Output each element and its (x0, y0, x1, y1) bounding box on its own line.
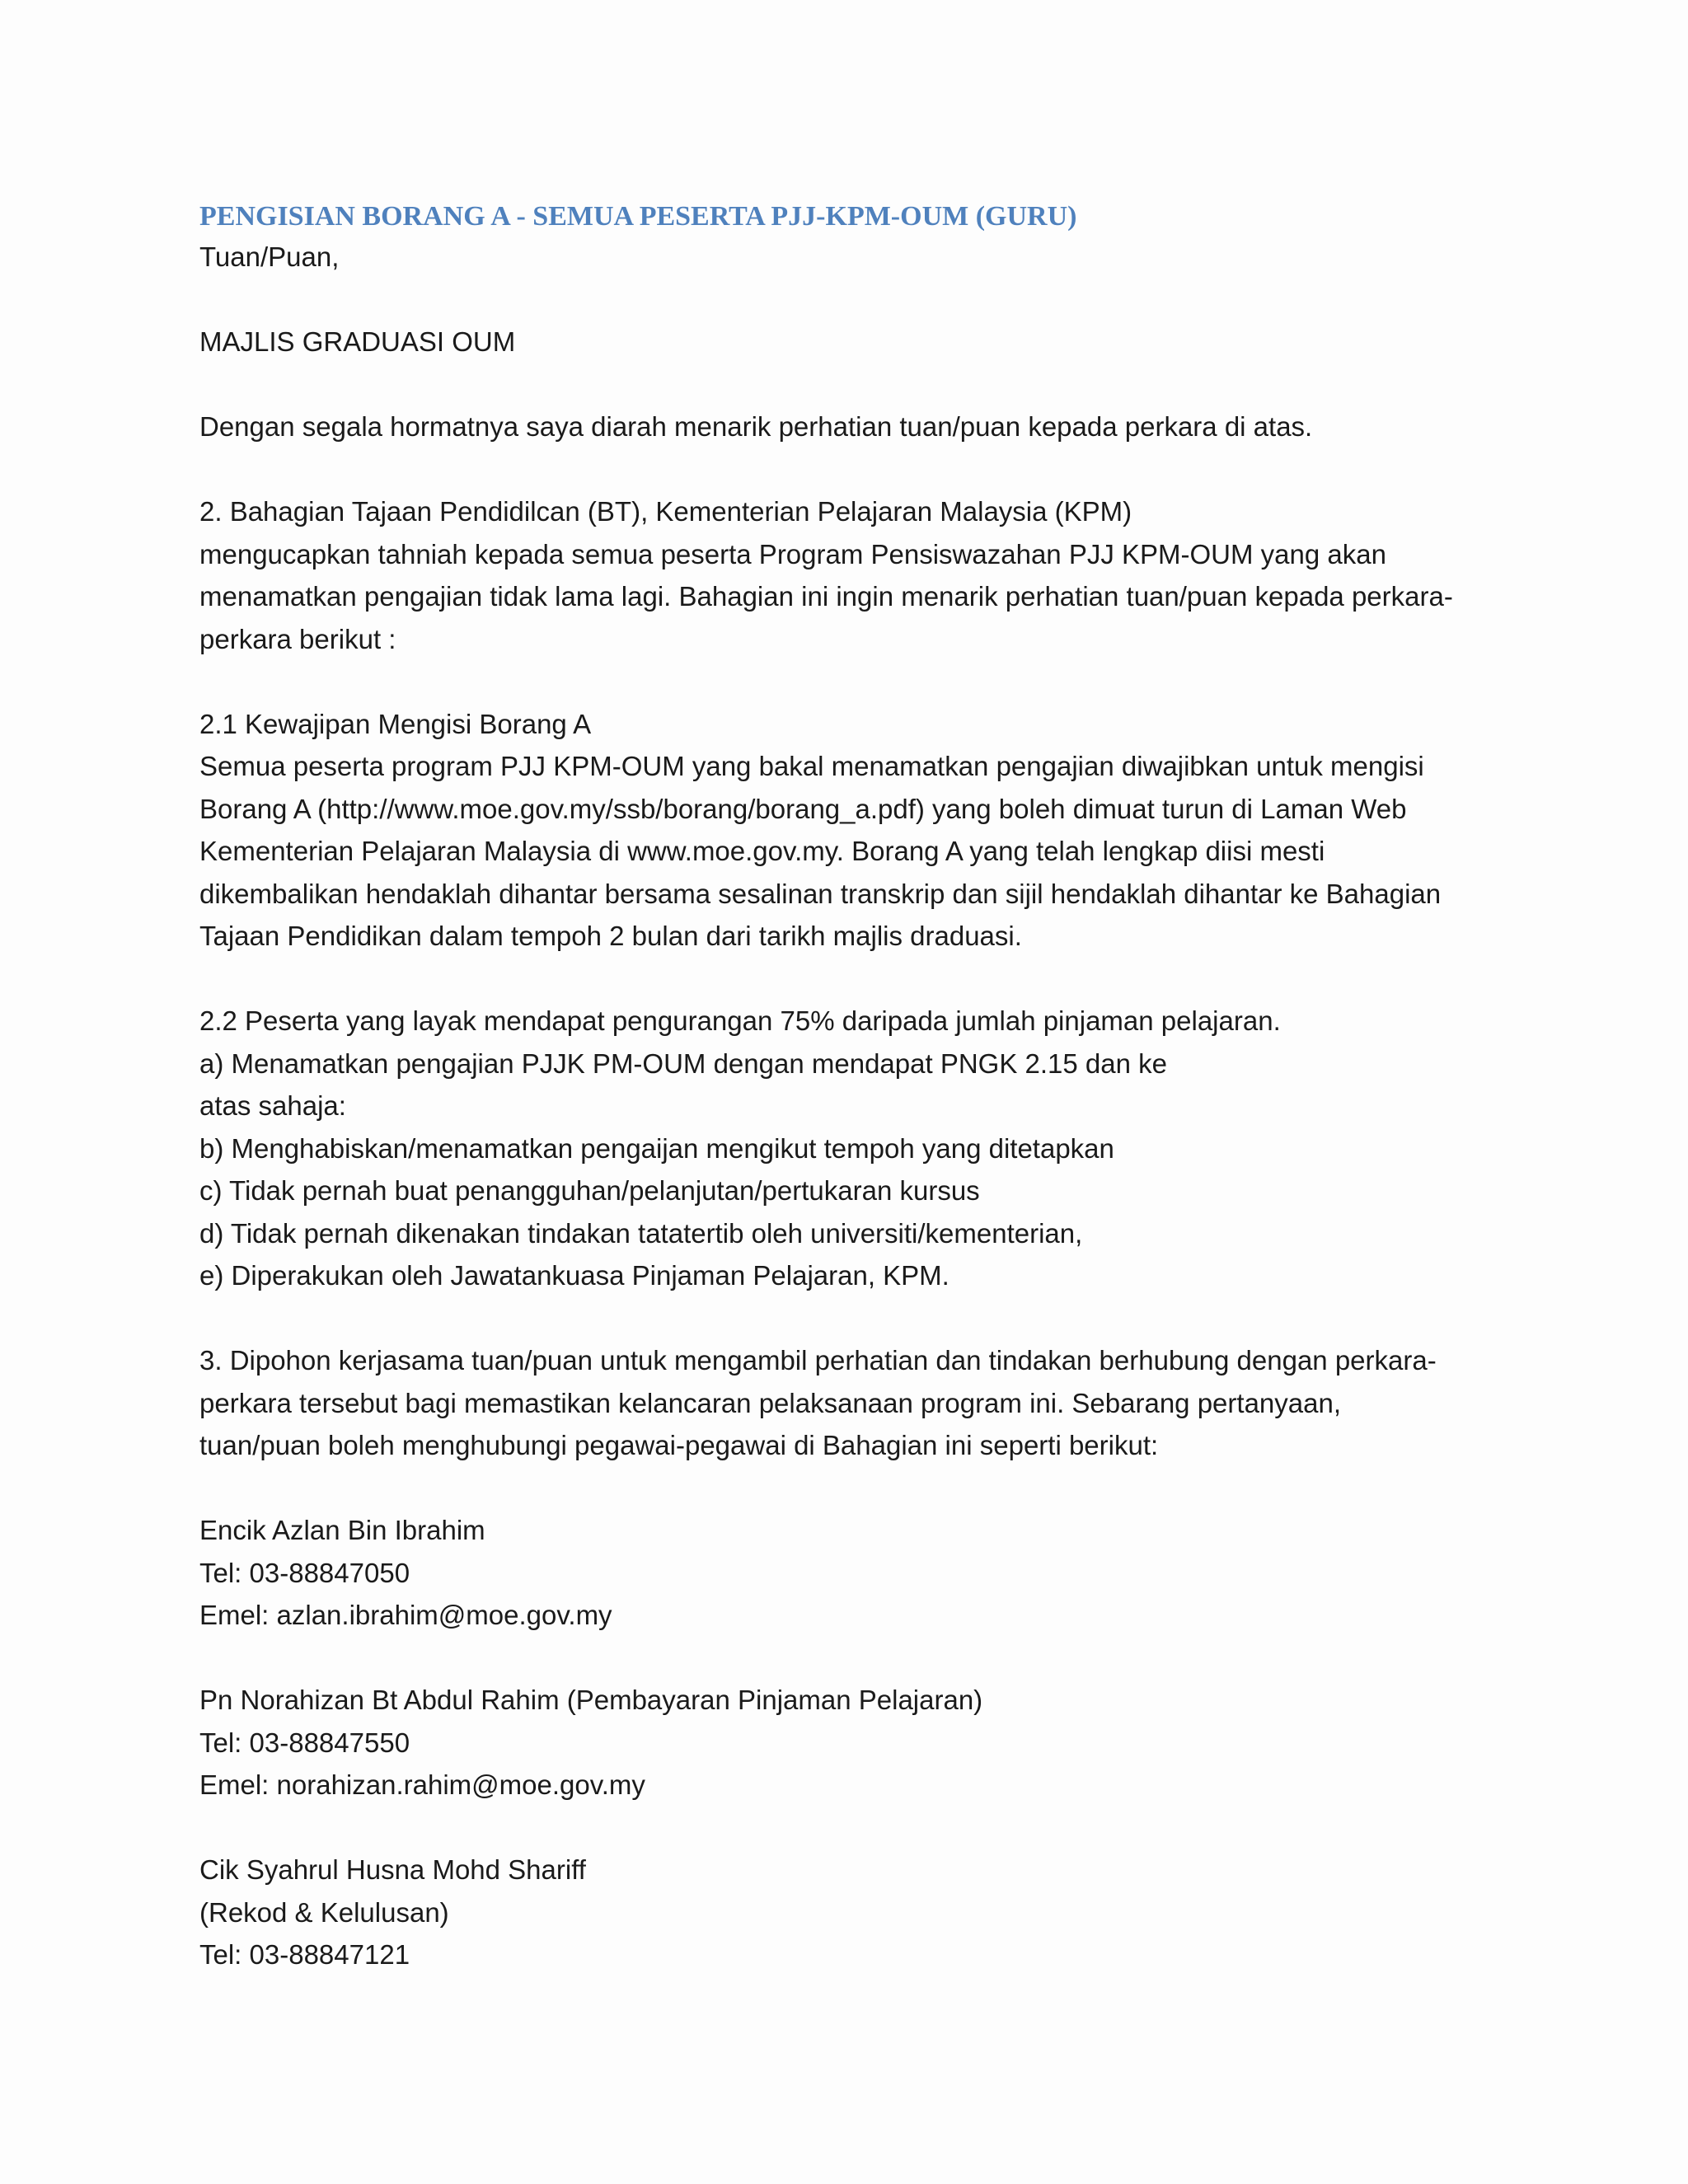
section-2 (199, 490, 1518, 660)
document-heading: PENGISIAN BORANG A - SEMUA PESERTA PJJ-KPM-OUM (GURU) (199, 201, 1077, 232)
contact-tel: Tel: 03-88847121 (199, 1939, 410, 1970)
criteria-item: b) Menghabiskan/menamatkan pengaijan mengikut tempoh yang ditetapkan (199, 1132, 1114, 1164)
section-2-1-line: Tajaan Pendidikan dalam tempoh 2 bulan dari tarikh majlis draduasi. (199, 921, 1022, 951)
contact-email: Emel: azlan.ibrahim@moe.gov.my (199, 1600, 612, 1630)
contact-tel: Tel: 03-88847050 (199, 1557, 410, 1588)
section-3-line: 3. Dipohon kerjasama tuan/puan untuk mengambil perhatian dan tindakan berhubung dengan perkara- (199, 1345, 1437, 1376)
criteria-item: atas sahaja: (199, 1090, 346, 1121)
section-2-line: 2. Bahagian Tajaan Pendidilcan (BT), Kementerian Pelajaran Malaysia (KPM) (199, 496, 1132, 527)
spacer (199, 1297, 1518, 1340)
spacer (199, 279, 1518, 321)
spacer (199, 448, 1518, 491)
section-3-line: tuan/puan boleh menghubungi pegawai-pegawai di Bahagian ini seperti berikut: (199, 1430, 1159, 1460)
section-3-line: perkara tersebut bagi memastikan kelancaran pelaksanaan program ini. Sebarang pertanyaan, (199, 1387, 1342, 1418)
spacer (199, 1807, 1518, 1849)
criteria-item: e) Diperakukan oleh Jawatankuasa Pinjaman Pelajaran, KPM. (199, 1260, 950, 1291)
criteria-item: c) Tidak pernah buat penangguhan/pelanjutan/pertukaran kursus (199, 1175, 980, 1206)
spacer (199, 1637, 1518, 1680)
spacer (199, 363, 1518, 406)
document-body (199, 198, 1518, 1976)
contact-role: (Rekod & Kelulusan) (199, 1896, 449, 1928)
contact-email: Emel: norahizan.rahim@moe.gov.my (199, 1769, 645, 1800)
section-2-1-title: 2.1 Kewajipan Mengisi Borang A (199, 708, 592, 739)
section-2-1-line: Borang A (http://www.moe.gov.my/ssb/borang/borang_a.pdf) yang boleh dimuat turun di Laman Web (199, 793, 1407, 824)
section-2-1-line: dikembalikan hendaklah dihantar bersama sesalinan transkrip dan sijil hendaklah dihantar ke Bahagian (199, 878, 1442, 909)
section-3 (199, 1339, 1518, 1467)
section-2-line: mengucapkan tahniah kepada semua peserta Program Pensiswazahan PJJ KPM-OUM yang akan (199, 538, 1386, 569)
section-2-2-title: 2.2 Peserta yang layak mendapat pengurangan 75% daripada jumlah pinjaman pelajaran. (199, 1005, 1281, 1036)
spacer (199, 958, 1518, 1001)
contact-tel: Tel: 03-88847550 (199, 1727, 410, 1758)
criteria-item: d) Tidak pernah dikenakan tindakan tatatertib oleh universiti/kementerian, (199, 1217, 1083, 1249)
contact-name: Cik Syahrul Husna Mohd Shariff (199, 1854, 586, 1885)
spacer (199, 1467, 1518, 1510)
section-2-line: perkara berikut : (199, 623, 396, 654)
section-2-1 (199, 703, 1518, 958)
contact-name: Encik Azlan Bin Ibrahim (199, 1515, 485, 1545)
contact-block (199, 1849, 1518, 1976)
contact-name: Pn Norahizan Bt Abdul Rahim (Pembayaran Pinjaman Pelajaran) (199, 1685, 983, 1715)
spacer (199, 660, 1518, 703)
section-2-2 (199, 1000, 1518, 1297)
contact-block (199, 1679, 1518, 1807)
intro-paragraph: Dengan segala hormatnya saya diarah menarik perhatian tuan/puan kepada perkara di atas. (199, 411, 1313, 442)
subject-line: MAJLIS GRADUASI OUM (199, 326, 516, 357)
contact-block (199, 1509, 1518, 1637)
section-2-line: menamatkan pengajian tidak lama lagi. Bahagian ini ingin menarik perhatian tuan/puan kepada perkara- (199, 581, 1453, 612)
salutation: Tuan/Puan, (199, 241, 340, 272)
criteria-item: a) Menamatkan pengajian PJJK PM-OUM dengan mendapat PNGK 2.15 dan ke (199, 1047, 1167, 1079)
section-2-1-line: Semua peserta program PJJ KPM-OUM yang bakal menamatkan pengajian diwajibkan untuk mengisi (199, 751, 1424, 781)
section-2-1-line: Kementerian Pelajaran Malaysia di www.moe.gov.my. Borang A yang telah lengkap diisi mesti (199, 836, 1325, 866)
